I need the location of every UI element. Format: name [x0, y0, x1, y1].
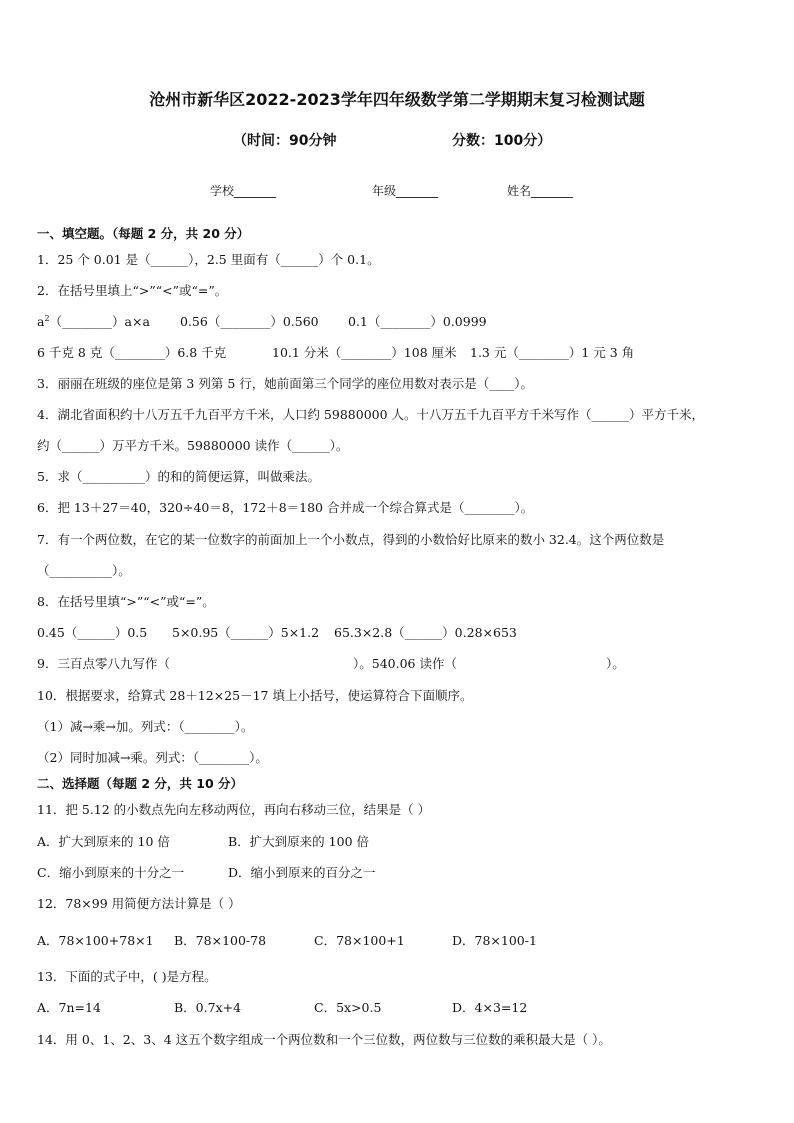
question-11-option-c: C．缩小到原来的十分之一	[37, 865, 185, 880]
name-field: 姓名_______	[507, 184, 574, 198]
question-13-option-c: C．5x>0.5	[314, 1000, 382, 1015]
question-12-option-b: B．78×100-78	[174, 933, 267, 948]
grade-field: 年级_______	[372, 184, 439, 198]
section2-heading: 二、选择题（每题 2 分，共 10 分）	[37, 776, 244, 791]
school-field: 学校_______	[210, 184, 277, 198]
question-12-option-c: C．78×100+1	[314, 933, 405, 948]
question-7-line-1: 7．有一个两位数，在它的某一位数字的前面加上一个小数点，得到的小数恰好比原来的数小 32.4。这个两位数是	[37, 532, 665, 547]
question-8: 8．在括号里填“>”“<”或“=”。	[37, 594, 215, 609]
question-9-part-c: ）。	[606, 656, 625, 671]
question-5: 5．求（__________）的和的简便运算，叫做乘法。	[37, 469, 320, 484]
question-10-part-1: （1）减→乘→加。列式：（________）。	[37, 719, 254, 734]
question-11-option-a: A．扩大到原来的 10 倍	[37, 834, 170, 849]
question-12-option-a: A．78×100+78×1	[37, 933, 154, 948]
q2-a-base: a	[37, 314, 45, 329]
q2-a-exponent: 2	[44, 313, 50, 323]
question-2-item-a	[37, 312, 150, 330]
page-title: 沧州市新华区2022-2023学年四年级数学第二学期期末复习检测试题	[149, 90, 645, 109]
question-12: 12．78×99 用简便方法计算是（ ）	[37, 896, 241, 911]
question-13-option-d: D．4×3=12	[452, 1000, 528, 1015]
question-4-line-1: 4．湖北省面积约十八万五千九百平方千米，人口约 59880000 人。十八万五千九百平方千米写作（______）平方千米，	[37, 407, 705, 422]
question-2-item-c: 0.1（________）0.0999	[348, 314, 487, 329]
question-11: 11．把 5.12 的小数点先向左移动两位，再向右移动三位，结果是（ ）	[37, 802, 431, 817]
question-13: 13．下面的式子中，( )是方程。	[37, 969, 217, 984]
question-12-option-d: D．78×100-1	[452, 933, 537, 948]
exam-time: （时间：90分钟	[233, 133, 337, 149]
question-13-option-b: B．0.7x+4	[174, 1000, 242, 1015]
q2-a-rest: （________）a×a	[49, 314, 150, 329]
question-6: 6．把 13＋27＝40，320÷40＝8，172＋8＝180 合并成一个综合算式是（________）。	[37, 500, 534, 515]
question-2-item-f: 1.3 元（________）1 元 3 角	[470, 345, 635, 360]
question-7-line-2: （__________）。	[37, 563, 131, 578]
question-1: 1．25 个 0.01 是（______），2.5 里面有（______）个 0.1。	[37, 252, 380, 267]
question-2-item-e: 10.1 分米（________）108 厘米	[272, 345, 457, 360]
question-8-item-b: 5×0.95（______）5×1.2	[172, 625, 320, 640]
question-14: 14．用 0、1、2、3、4 这五个数字组成一个两位数和一个三位数，两位数与三位数的乘积最大是（ ）。	[37, 1032, 611, 1047]
question-9-part-b: ）。540.06 读作（	[353, 656, 457, 671]
question-10: 10．根据要求，给算式 28＋12×25－17 填上小括号，使运算符合下面顺序。	[37, 688, 473, 703]
question-10-part-2: （2）同时加减→乘。列式：（________）。	[37, 750, 268, 765]
section1-heading: 一、填空题。（每题 2 分，共 20 分）	[37, 226, 250, 241]
question-11-option-b: B．扩大到原来的 100 倍	[228, 834, 369, 849]
question-3: 3．丽丽在班级的座位是第 3 列第 5 行，她前面第三个同学的座位用数对表示是（____）。	[37, 376, 534, 391]
exam-score: 分数：100分）	[452, 133, 552, 149]
question-13-option-a: A．7n=14	[37, 1000, 101, 1015]
question-2-item-d: 6 千克 8 克（________）6.8 千克	[37, 345, 227, 360]
question-2-item-b: 0.56（________）0.560	[180, 314, 319, 329]
question-9-part-a: 9．三百点零八九写作（	[37, 656, 170, 671]
question-4-line-2: 约（______）万平方千米。59880000 读作（______）。	[37, 438, 349, 453]
question-8-item-c: 65.3×2.8（______）0.28×653	[334, 625, 517, 640]
question-11-option-d: D．缩小到原来的百分之一	[228, 865, 376, 880]
question-8-item-a: 0.45（______）0.5	[37, 625, 148, 640]
question-2: 2．在括号里填上“>”“<”或“=”。	[37, 283, 228, 298]
